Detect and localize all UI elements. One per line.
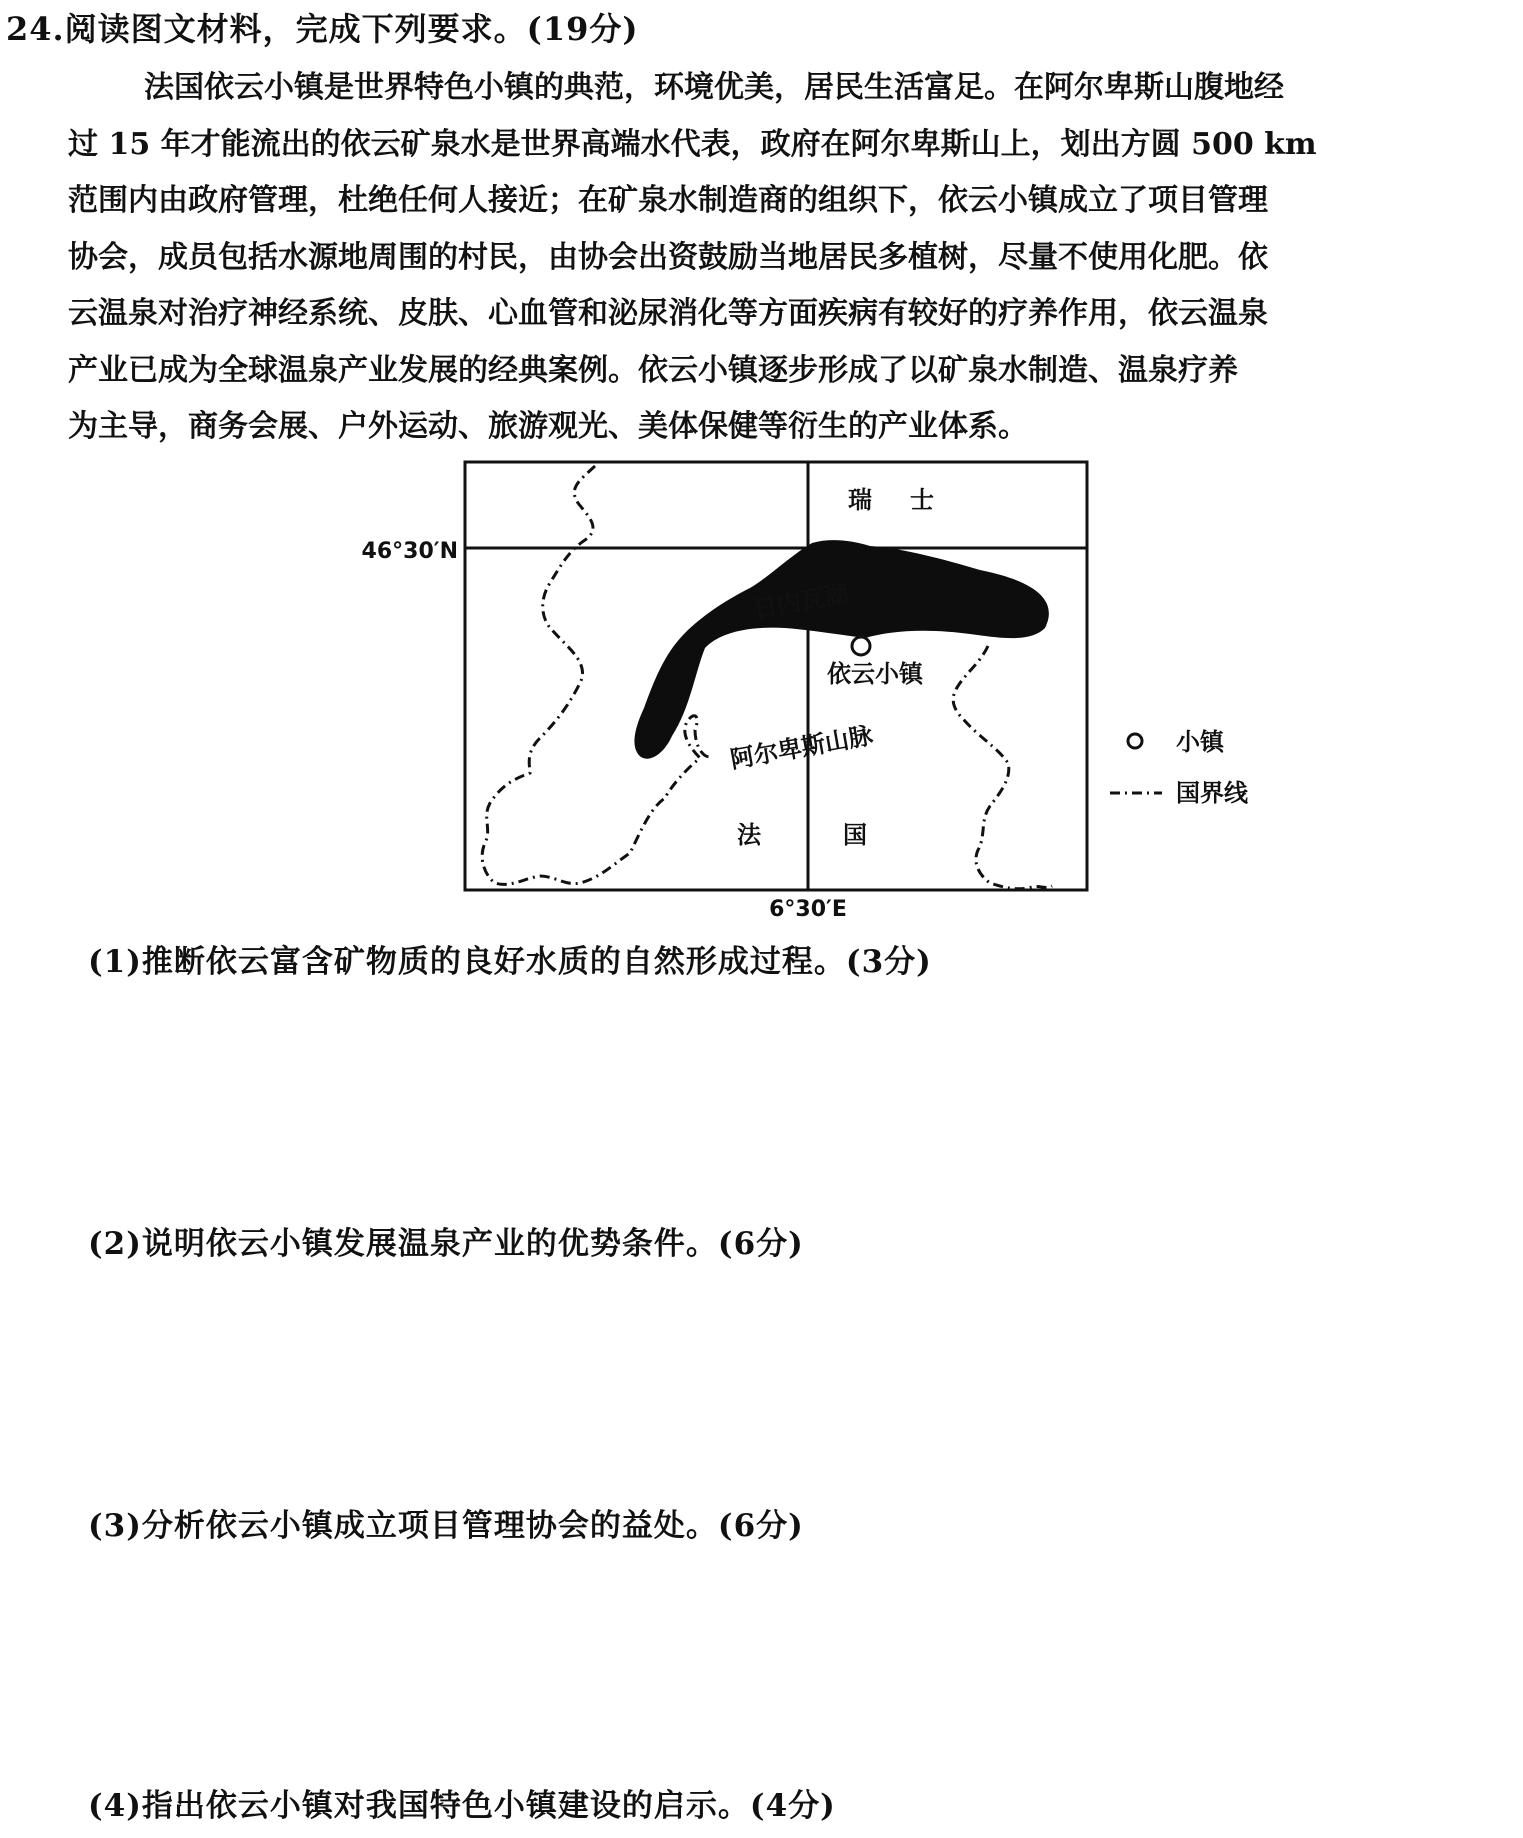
passage-line: 云温泉对治疗神经系统、皮肤、心血管和泌尿消化等方面疾病有较好的疗养作用，依云温泉 xyxy=(68,296,1268,331)
sub-question-4: (4)指出依云小镇对我国特色小镇建设的启示。(4分) xyxy=(88,1788,836,1824)
sub-question-3: (3)分析依云小镇成立项目管理协会的益处。(6分) xyxy=(88,1508,804,1544)
legend-town-label: 小镇 xyxy=(1176,728,1224,756)
passage-line: 范围内由政府管理，杜绝任何人接近；在矿泉水制造商的组织下，依云小镇成立了项目管理 xyxy=(68,183,1268,218)
passage xyxy=(68,60,1520,456)
lake-label: 日内瓦湖 xyxy=(751,579,851,624)
town-label: 依云小镇 xyxy=(827,660,923,688)
switzerland-label-2: 士 xyxy=(910,486,934,514)
map-frame xyxy=(465,462,1087,890)
sub-question-2: (2)说明依云小镇发展温泉产业的优势条件。(6分) xyxy=(88,1226,804,1262)
evian-town-marker xyxy=(852,637,870,655)
france-label-2: 国 xyxy=(843,821,867,849)
border-east xyxy=(953,646,1052,889)
switzerland-label-1: 瑞 xyxy=(848,486,872,514)
location-map xyxy=(340,458,1320,922)
passage-line: 过 15 年才能流出的依云矿泉水是世界高端水代表，政府在阿尔卑斯山上，划出方圆 500 km xyxy=(68,126,1317,162)
sub-question-1: (1)推断依云富含矿物质的良好水质的自然形成过程。(3分) xyxy=(88,944,932,980)
passage-line: 为主导，商务会展、户外运动、旅游观光、美体保健等衍生的产业体系。 xyxy=(68,409,1028,444)
legend-town-icon xyxy=(1128,734,1142,748)
legend-border-label: 国界线 xyxy=(1176,779,1248,807)
passage-line: 产业已成为全球温泉产业发展的经典案例。依云小镇逐步形成了以矿泉水制造、温泉疗养 xyxy=(68,352,1238,388)
mountain-label: 阿尔卑斯山脉 xyxy=(728,721,875,774)
map-canvas xyxy=(340,458,1320,922)
question-heading: 24.阅读图文材料，完成下列要求。(19分) xyxy=(6,10,639,48)
passage-line: 法国依云小镇是世界特色小镇的典范，环境优美，居民生活富足。在阿尔卑斯山腹地经 xyxy=(144,70,1284,105)
longitude-label: 6°30′E xyxy=(769,897,847,922)
france-label-1: 法 xyxy=(737,821,761,849)
latitude-label: 46°30′N xyxy=(361,539,458,564)
passage-line: 协会，成员包括水源地周围的村民，由协会出资鼓励当地居民多植树，尽量不使用化肥。依 xyxy=(68,239,1268,275)
map-legend xyxy=(1110,728,1249,807)
